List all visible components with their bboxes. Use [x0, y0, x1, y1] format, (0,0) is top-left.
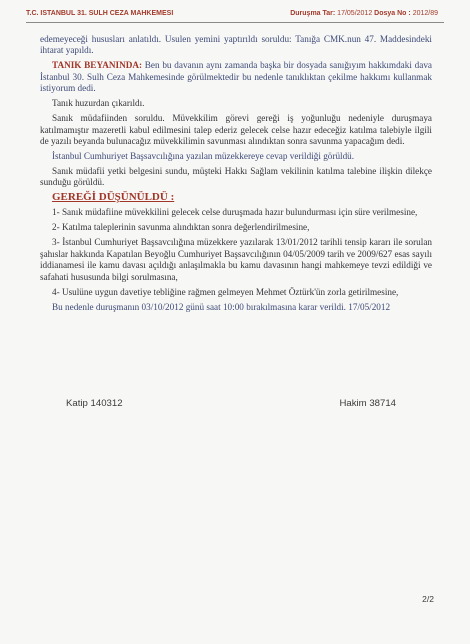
witness-statement-text: Ben bu davanın aynı zamanda başka bir dosyada sanığıyım hakkımdaki dava İstanbul 30. Sulh Ceza Mahkemesinde görülmektedir bu nedenle tanıklıktan çekilme hakkımı kullanmak istiyorum dedi. — [40, 60, 432, 94]
hearing-date-value: 17/05/2012 — [337, 10, 373, 17]
document-body — [40, 34, 432, 317]
paragraph-prosecutor-reply: İstanbul Cumhuriyet Başsavcılığına yazılan müzekkereye cevap verildiği görüldü. — [52, 151, 355, 162]
hearing-date — [290, 10, 438, 17]
decision-closing: Bu nedenle duruşmanın 03/10/2012 günü saat 10:00 bırakılmasına karar verildi. 17/05/2012 — [52, 301, 391, 312]
decision-item-4: 4- Usulüne uygun davetiye tebliğine rağmen gelmeyen Mehmet Öztürk'ün zorla getirilmesine, — [52, 286, 399, 297]
header-divider — [26, 22, 444, 23]
decision-heading: GEREĞİ DÜŞÜNÜLDÜ : — [52, 191, 175, 204]
decision-item-3: 3- İstanbul Cumhuriyet Başsavcılığına müzekkere yazılarak 13/01/2012 tarihli tensip kararı ile sorulan şahıslar hakkında Kapatılan Beyoğlu Cumhuriyet Başsavcılığının 04/05/2009 tarih ve 2009/627 esas sayılı iddianamesi ile kamu davası açıldığı anlaşılmakla bu kamu davasının hangi mahkemeye tevzi edildiği ve safahati hususunda bilgi sorulmasına, — [40, 237, 432, 282]
page-number: 2/2 — [422, 594, 434, 604]
court-name: T.C. ISTANBUL 31. SULH CEZA MAHKEMESI — [26, 10, 174, 17]
paragraph-oath: edemeyeceği hususları anlatıldı. Usulen yemini yaptırıldı soruldu: Tanığa CMK.nun 47. Maddesindeki ihtarat yapıldı. — [40, 34, 432, 56]
file-number-label: Dosya No : — [374, 10, 411, 17]
paragraph-authorization: Sanık müdafii yetki belgesini sundu, müşteki Hakkı Sağlam vekilinin katılma talebine ilişkin dilekçe sunduğu görüldü. — [40, 166, 432, 188]
clerk-signature: Katip 140312 — [66, 398, 123, 409]
paragraph-defense-counsel: Sanık müdafiinden soruldu. Müvekkilim görevi gereği iş yoğunluğu nedeniyle duruşmaya katılmamıştır mazeretli kabul edilmesini talep ederiz gelecek celse hazır edeceğiz katılma talebiyle ilgili de yazılı beyanda bulunacağız müvekkilimin savunması alındıktan sonra savunma yapacağım dedi. — [40, 113, 432, 147]
signature-block — [66, 398, 396, 409]
paragraph-witness-statement — [40, 60, 432, 94]
paragraph-witness-removed: Tanık huzurdan çıkarıldı. — [52, 98, 145, 109]
witness-statement-label: TANIK BEYANINDA: — [52, 60, 143, 71]
judge-signature: Hakim 38714 — [339, 398, 396, 409]
decision-item-2: 2- Katılma taleplerinin savunma alındıktan sonra değerlendirilmesine, — [52, 222, 310, 233]
file-number-value: 2012/89 — [412, 10, 438, 17]
decision-item-1: 1- Sanık müdafiine müvekkilini gelecek celse duruşmada hazır bulundurması için süre verilmesine, — [52, 207, 418, 218]
hearing-date-label: Duruşma Tar: — [290, 10, 336, 17]
page-header — [26, 10, 444, 17]
